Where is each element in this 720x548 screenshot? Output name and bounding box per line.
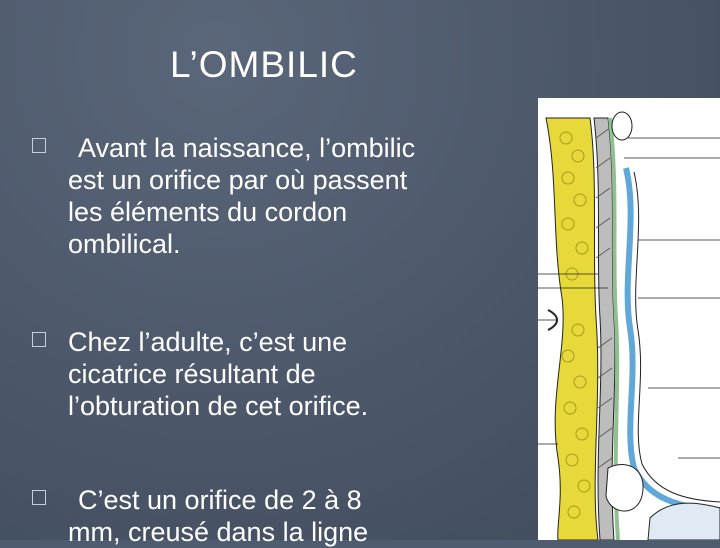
bullet-line: cicatrice résultant de <box>68 359 316 389</box>
bullet-text <box>68 484 528 548</box>
anatomy-illustration-icon <box>538 98 720 540</box>
slide-title: L’OMBILIC <box>170 44 358 85</box>
bullet-box-icon <box>32 138 46 153</box>
bullet-line: est un orifice par où passent <box>68 165 408 195</box>
bullet-line: Avant la naissance, l’ombilic <box>78 133 416 163</box>
bullet-text <box>68 326 528 422</box>
bullet-box-icon <box>32 490 46 505</box>
bullet-line: Chez l’adulte, c’est une <box>68 327 348 357</box>
bullet-line: les éléments du cordon <box>68 197 348 227</box>
bullet-line: mm, creusé dans la ligne <box>68 517 369 547</box>
anatomy-figure <box>538 98 720 540</box>
bullet-line: ombilical. <box>68 229 181 259</box>
bullet-text <box>68 132 528 260</box>
bullet-box-icon <box>32 332 46 347</box>
bullet-line: C’est un orifice de 2 à 8 <box>78 485 362 515</box>
bullet-line: l’obturation de cet orifice. <box>68 391 369 421</box>
